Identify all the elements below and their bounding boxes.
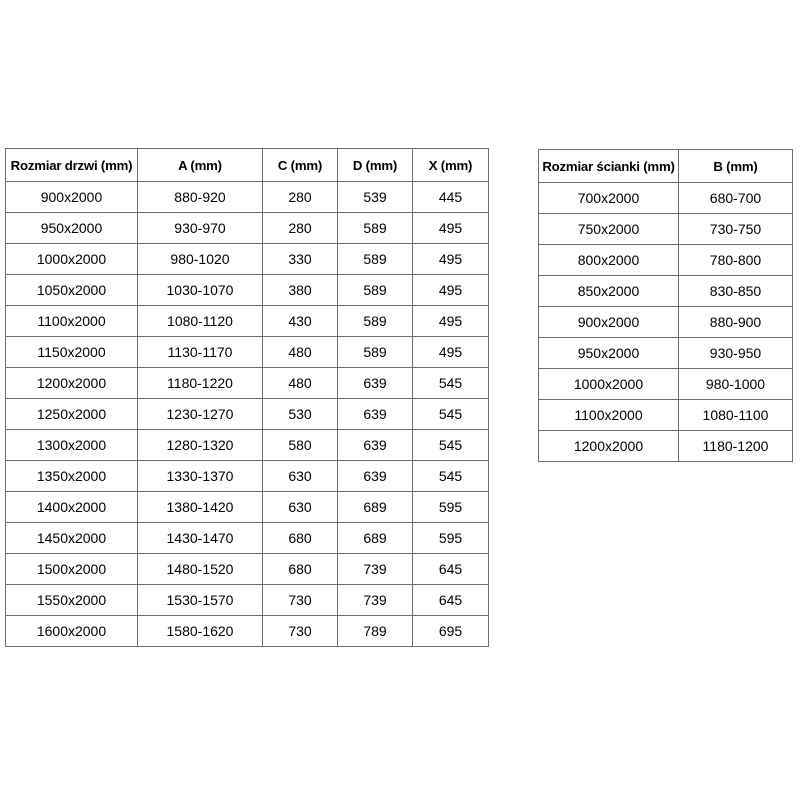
column-header: B (mm) <box>679 150 793 183</box>
column-header: Rozmiar ścianki (mm) <box>539 150 679 183</box>
table-cell: 980-1000 <box>679 369 793 400</box>
table-cell: 1350x2000 <box>6 461 138 492</box>
table-cell: 545 <box>413 399 489 430</box>
table-cell: 1030-1070 <box>138 275 263 306</box>
table-cell: 1300x2000 <box>6 430 138 461</box>
table-cell: 930-950 <box>679 338 793 369</box>
door-size-table <box>5 148 489 647</box>
table-cell: 1000x2000 <box>6 244 138 275</box>
table-row <box>539 400 793 431</box>
table-row <box>6 461 489 492</box>
table-cell: 750x2000 <box>539 214 679 245</box>
table-row <box>539 214 793 245</box>
table-row <box>539 276 793 307</box>
table-cell: 950x2000 <box>539 338 679 369</box>
table-cell: 680 <box>263 554 338 585</box>
table-cell: 1150x2000 <box>6 337 138 368</box>
table-cell: 789 <box>338 616 413 647</box>
table-row <box>539 431 793 462</box>
table-cell: 495 <box>413 337 489 368</box>
table-cell: 1200x2000 <box>6 368 138 399</box>
table-cell: 645 <box>413 554 489 585</box>
table-cell: 730 <box>263 585 338 616</box>
table-cell: 639 <box>338 461 413 492</box>
table-cell: 495 <box>413 244 489 275</box>
table-cell: 1280-1320 <box>138 430 263 461</box>
table-cell: 1080-1120 <box>138 306 263 337</box>
table-cell: 700x2000 <box>539 183 679 214</box>
table-cell: 730-750 <box>679 214 793 245</box>
table-row <box>539 245 793 276</box>
column-header: A (mm) <box>138 149 263 182</box>
table-row <box>539 307 793 338</box>
table-cell: 639 <box>338 399 413 430</box>
table-row <box>6 492 489 523</box>
table-cell: 1130-1170 <box>138 337 263 368</box>
table-cell: 1100x2000 <box>6 306 138 337</box>
table-cell: 430 <box>263 306 338 337</box>
table-cell: 645 <box>413 585 489 616</box>
table-cell: 330 <box>263 244 338 275</box>
table-cell: 545 <box>413 368 489 399</box>
table-cell: 280 <box>263 213 338 244</box>
table-row <box>6 430 489 461</box>
table-cell: 1100x2000 <box>539 400 679 431</box>
table-cell: 1500x2000 <box>6 554 138 585</box>
table-cell: 1180-1200 <box>679 431 793 462</box>
table-cell: 1230-1270 <box>138 399 263 430</box>
table-row <box>6 585 489 616</box>
table-cell: 830-850 <box>679 276 793 307</box>
table-cell: 950x2000 <box>6 213 138 244</box>
table-cell: 680 <box>263 523 338 554</box>
table-cell: 900x2000 <box>539 307 679 338</box>
column-header: D (mm) <box>338 149 413 182</box>
table-row <box>6 337 489 368</box>
table-cell: 1080-1100 <box>679 400 793 431</box>
table-cell: 589 <box>338 337 413 368</box>
table-cell: 545 <box>413 461 489 492</box>
table-cell: 1430-1470 <box>138 523 263 554</box>
column-header: Rozmiar drzwi (mm) <box>6 149 138 182</box>
table-cell: 639 <box>338 430 413 461</box>
table-row <box>539 338 793 369</box>
table-cell: 930-970 <box>138 213 263 244</box>
table-row <box>6 275 489 306</box>
table-cell: 589 <box>338 306 413 337</box>
table-row <box>6 368 489 399</box>
table-cell: 1580-1620 <box>138 616 263 647</box>
table-cell: 545 <box>413 430 489 461</box>
table-cell: 539 <box>338 182 413 213</box>
table-cell: 589 <box>338 275 413 306</box>
table-row <box>6 554 489 585</box>
header-row <box>539 150 793 183</box>
table-cell: 880-900 <box>679 307 793 338</box>
table-cell: 530 <box>263 399 338 430</box>
wall-panel-size-table <box>538 149 793 462</box>
table-cell: 850x2000 <box>539 276 679 307</box>
table-cell: 1480-1520 <box>138 554 263 585</box>
table-cell: 1380-1420 <box>138 492 263 523</box>
table-row <box>539 369 793 400</box>
table-cell: 1530-1570 <box>138 585 263 616</box>
table-cell: 739 <box>338 554 413 585</box>
table-cell: 595 <box>413 492 489 523</box>
table-cell: 480 <box>263 337 338 368</box>
table-cell: 980-1020 <box>138 244 263 275</box>
table-cell: 695 <box>413 616 489 647</box>
table-row <box>6 616 489 647</box>
table-cell: 1250x2000 <box>6 399 138 430</box>
table-cell: 380 <box>263 275 338 306</box>
table-row <box>6 182 489 213</box>
table-cell: 630 <box>263 492 338 523</box>
table-cell: 1450x2000 <box>6 523 138 554</box>
table-cell: 739 <box>338 585 413 616</box>
table-cell: 445 <box>413 182 489 213</box>
table-cell: 800x2000 <box>539 245 679 276</box>
table-cell: 680-700 <box>679 183 793 214</box>
table-cell: 1400x2000 <box>6 492 138 523</box>
table-cell: 495 <box>413 275 489 306</box>
table-cell: 589 <box>338 244 413 275</box>
table-row <box>6 213 489 244</box>
table-cell: 580 <box>263 430 338 461</box>
header-row <box>6 149 489 182</box>
table-cell: 495 <box>413 213 489 244</box>
table-row <box>6 244 489 275</box>
column-header: C (mm) <box>263 149 338 182</box>
table-cell: 1180-1220 <box>138 368 263 399</box>
table-cell: 1000x2000 <box>539 369 679 400</box>
table-cell: 689 <box>338 523 413 554</box>
table-cell: 480 <box>263 368 338 399</box>
table-cell: 495 <box>413 306 489 337</box>
table-cell: 689 <box>338 492 413 523</box>
table-cell: 730 <box>263 616 338 647</box>
table-cell: 589 <box>338 213 413 244</box>
table-cell: 900x2000 <box>6 182 138 213</box>
table-row <box>6 399 489 430</box>
table-cell: 630 <box>263 461 338 492</box>
table-row <box>6 306 489 337</box>
table-cell: 280 <box>263 182 338 213</box>
table-cell: 1330-1370 <box>138 461 263 492</box>
table-cell: 780-800 <box>679 245 793 276</box>
table-cell: 1600x2000 <box>6 616 138 647</box>
table-cell: 880-920 <box>138 182 263 213</box>
table-cell: 1200x2000 <box>539 431 679 462</box>
table-row <box>6 523 489 554</box>
table-row <box>539 183 793 214</box>
table-cell: 639 <box>338 368 413 399</box>
table-cell: 1550x2000 <box>6 585 138 616</box>
table-cell: 1050x2000 <box>6 275 138 306</box>
column-header: X (mm) <box>413 149 489 182</box>
table-cell: 595 <box>413 523 489 554</box>
